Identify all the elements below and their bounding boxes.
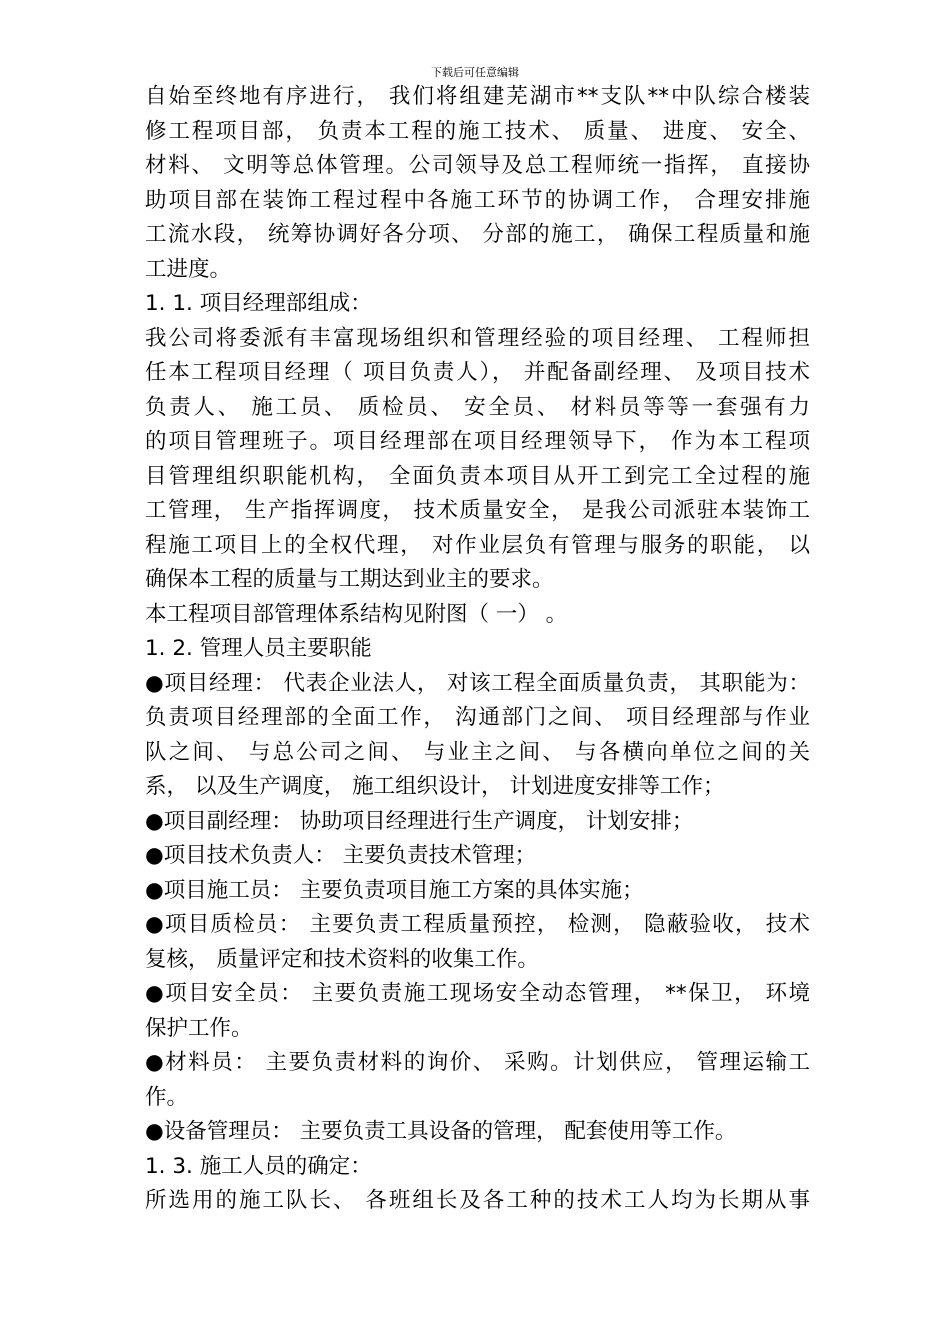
text-line: 负责项目经理部的全面工作， 沟通部门之间、 项目经理部与作业 [145, 705, 810, 730]
text-line: 作。 [145, 1084, 189, 1110]
text-line: 1. 1. 项目经理部组成： [145, 291, 372, 316]
text-line: 任本工程项目经理（ 项目负责人）， 并配备副经理、 及项目技术 [145, 360, 810, 385]
text-line: 确保本工程的质量与工期达到业主的要求。 [145, 567, 554, 592]
text-line: 保护工作。 [145, 1015, 253, 1041]
text-line: ●项目经理： 代表企业法人， 对该工程全面质量负责， 其职能为： [145, 670, 810, 696]
text-line: ●项目技术负责人： 主要负责技术管理； [145, 843, 537, 868]
text-line: 所选用的施工队长、 各班组长及各工种的技术工人均为长期从事 [145, 1188, 810, 1213]
text-line: ●项目施工员： 主要负责项目施工方案的具体实施； [145, 877, 644, 903]
text-line: 系， 以及生产调度， 施工组织设计， 计划进度安排等工作； [145, 774, 725, 799]
text-line: 目管理组织职能机构， 全面负责本项目从开工到完工全过程的施 [145, 463, 810, 489]
text-line: 工流水段， 统筹协调好各分项、 分部的施工， 确保工程质量和施 [145, 222, 810, 247]
text-line: 材料、 文明等总体管理。公司领导及总工程师统一指挥， 直接协 [145, 153, 810, 178]
text-line: 1. 2. 管理人员主要职能 [145, 636, 372, 661]
body-text [145, 80, 810, 1219]
text-line: 程施工项目上的全权代理， 对作业层负有管理与服务的职能， 以 [145, 532, 810, 558]
text-line: 复核， 质量评定和技术资料的收集工作。 [145, 946, 539, 972]
text-line: 自始至终地有序进行， 我们将组建芜湖市**支队**中队综合楼装 [145, 84, 810, 109]
text-line: 工进度。 [145, 256, 232, 282]
text-line: ●项目安全员： 主要负责施工现场安全动态管理， **保卫， 环境 [145, 981, 810, 1006]
page-header: 下载后可任意编辑 [431, 66, 519, 79]
text-line: 负责人、 施工员、 质检员、 安全员、 材料员等等一套强有力 [145, 394, 810, 420]
text-line: ●项目质检员： 主要负责工程质量预控， 检测， 隐蔽验收， 技术 [145, 912, 810, 937]
text-line: 工管理， 生产指挥调度， 技术质量安全， 是我公司派驻本装饰工 [145, 498, 810, 523]
text-line: 1. 3. 施工人员的确定： [145, 1153, 372, 1179]
text-line: ●项目副经理： 协助项目经理进行生产调度， 计划安排； [145, 808, 694, 834]
text-line: ●材料员： 主要负责材料的询价、 采购。计划供应， 管理运输工 [145, 1050, 810, 1075]
text-line: 本工程项目部管理体系结构见附图（ 一） 。 [145, 601, 568, 627]
text-line: 修工程项目部， 负责本工程的施工技术、 质量、 进度、 安全、 [145, 118, 810, 144]
text-line: 的项目管理班子。项目经理部在项目经理领导下， 作为本工程项 [145, 429, 810, 454]
text-line: 助项目部在装饰工程过程中各施工环节的协调工作， 合理安排施 [145, 187, 810, 213]
text-line: 队之间、 与总公司之间、 与业主之间、 与各横向单位之间的关 [145, 739, 810, 765]
text-line: 我公司将委派有丰富现场组织和管理经验的项目经理、 工程师担 [145, 325, 810, 351]
text-line: ●设备管理员： 主要负责工具设备的管理， 配套使用等工作。 [145, 1119, 737, 1144]
